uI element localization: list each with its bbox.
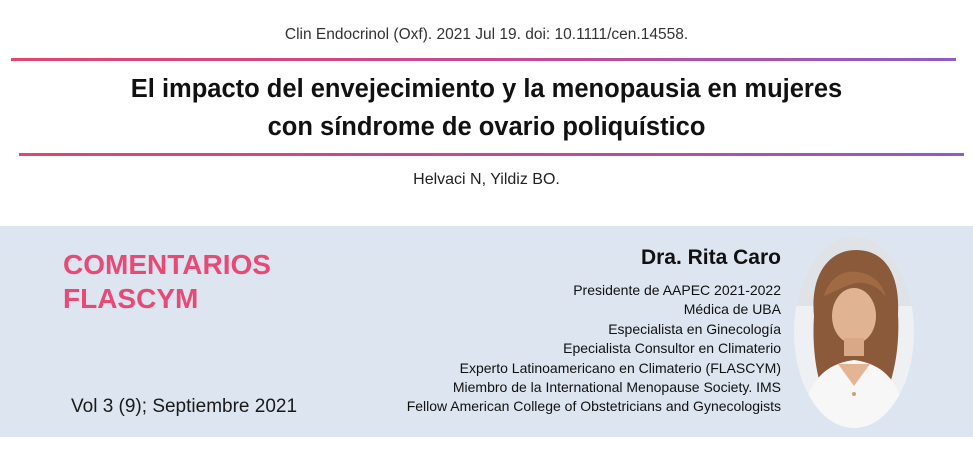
credential-line: Experto Latinoamericano en Climaterio (FLASCYM) bbox=[459, 359, 781, 376]
commentator-name: Dra. Rita Caro bbox=[640, 246, 781, 269]
bottom-divider bbox=[19, 153, 964, 156]
credential-line: Fellow American College of Obstetricians and Gynecologists bbox=[406, 398, 781, 415]
comment-heading-line-1: COMENTARIOS bbox=[63, 249, 271, 280]
commentator-credentials bbox=[407, 281, 781, 417]
credential-line: Presidente de AAPEC 2021-2022 bbox=[573, 282, 781, 298]
credential-line: Especialista en Ginecología bbox=[608, 320, 781, 337]
comment-heading bbox=[63, 248, 271, 316]
article-authors: Helvaci N, Yildiz BO. bbox=[413, 171, 560, 188]
article-title-line-1: El impacto del envejecimiento y la menopausia en mujeres bbox=[130, 75, 843, 103]
commentator-photo bbox=[794, 236, 914, 428]
credential-line: Miembro de la International Menopause Society. IMS bbox=[452, 379, 781, 396]
article-title-line-2: con síndrome de ovario poliquístico bbox=[267, 113, 706, 141]
volume-info: Vol 3 (9); Septiembre 2021 bbox=[71, 396, 298, 417]
citation: Clin Endocrinol (Oxf). 2021 Jul 19. doi: 10.1111/cen.14558. bbox=[284, 26, 689, 43]
credential-line: Epecialista Consultor en Climaterio bbox=[563, 340, 781, 357]
article-title bbox=[0, 70, 973, 146]
credential-line: Médica de UBA bbox=[683, 301, 781, 318]
comment-heading-line-2: FLASCYM bbox=[63, 283, 199, 314]
top-divider bbox=[11, 58, 956, 61]
